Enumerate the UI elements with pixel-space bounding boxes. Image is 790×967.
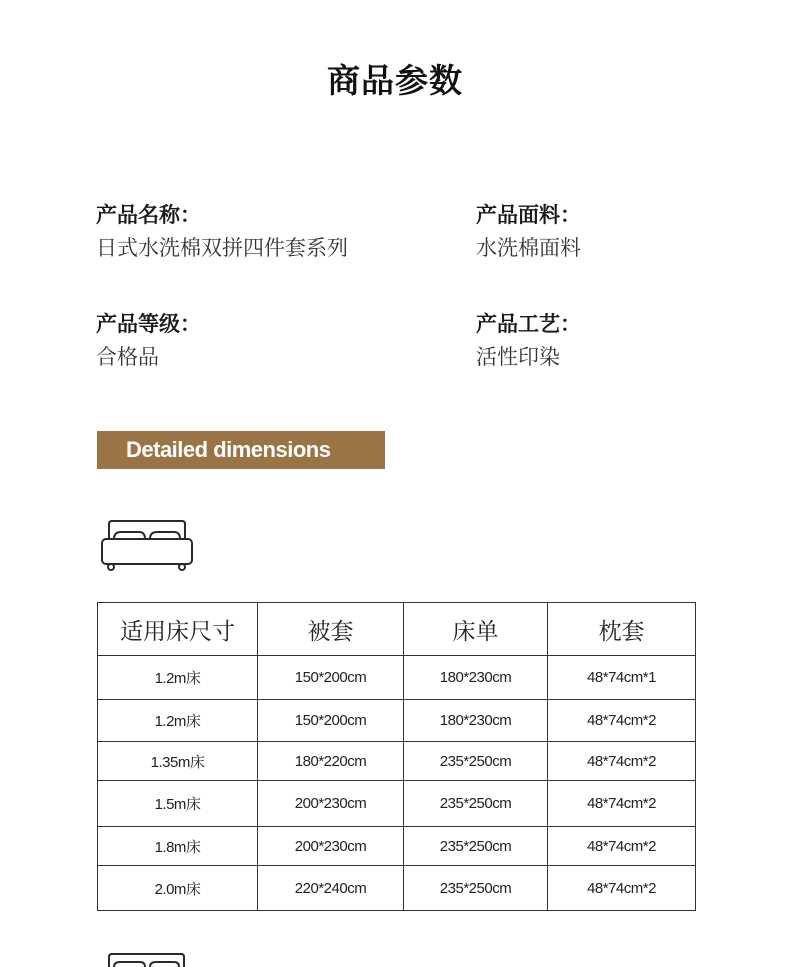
table-cell: 48*74cm*2 [548,781,696,827]
param-label: 产品工艺： [476,312,581,336]
header-bed-size: 适用床尺寸 [98,603,258,656]
table-header-row [98,603,696,656]
param-product-name [96,201,348,263]
param-label: 产品名称： [96,203,201,227]
table-row [98,656,696,700]
table-cell: 1.8m床 [98,827,258,866]
param-label: 产品面料： [476,203,581,227]
bed-icon [106,951,188,967]
page-title: 商品参数 [327,61,463,100]
table-cell: 48*74cm*2 [548,866,696,911]
table-row [98,742,696,781]
table-cell: 1.2m床 [98,700,258,742]
table-cell: 235*250cm [404,742,548,781]
bed-icon [100,518,196,574]
table-cell: 200*230cm [258,827,404,866]
table-row [98,827,696,866]
table-cell: 235*250cm [404,781,548,827]
header-duvet-cover: 被套 [258,603,404,656]
table-cell: 2.0m床 [98,866,258,911]
table-cell: 180*220cm [258,742,404,781]
table-cell: 1.5m床 [98,781,258,827]
table-row [98,866,696,911]
table-cell: 48*74cm*2 [548,700,696,742]
table-cell: 200*230cm [258,781,404,827]
param-label: 产品等级： [96,312,201,336]
table-cell: 48*74cm*1 [548,656,696,700]
table-cell: 220*240cm [258,866,404,911]
table-cell: 180*230cm [404,656,548,700]
table-cell: 150*200cm [258,700,404,742]
header-bed-sheet: 床单 [404,603,548,656]
header-pillowcase: 枕套 [548,603,696,656]
table-cell: 1.2m床 [98,656,258,700]
param-craft [476,310,581,372]
size-table [97,602,696,911]
table-cell: 150*200cm [258,656,404,700]
param-value: 活性印染 [476,345,560,369]
param-value: 日式水洗棉双拼四件套系列 [96,236,348,260]
table-row [98,700,696,742]
table-cell: 235*250cm [404,827,548,866]
section-banner: Detailed dimensions [97,431,385,469]
param-value: 水洗棉面料 [476,236,581,260]
param-value: 合格品 [96,345,159,369]
param-fabric [476,201,581,263]
table-cell: 180*230cm [404,700,548,742]
table-row [98,781,696,827]
table-cell: 235*250cm [404,866,548,911]
table-cell: 1.35m床 [98,742,258,781]
param-grade [96,310,201,372]
table-cell: 48*74cm*2 [548,742,696,781]
table-cell: 48*74cm*2 [548,827,696,866]
